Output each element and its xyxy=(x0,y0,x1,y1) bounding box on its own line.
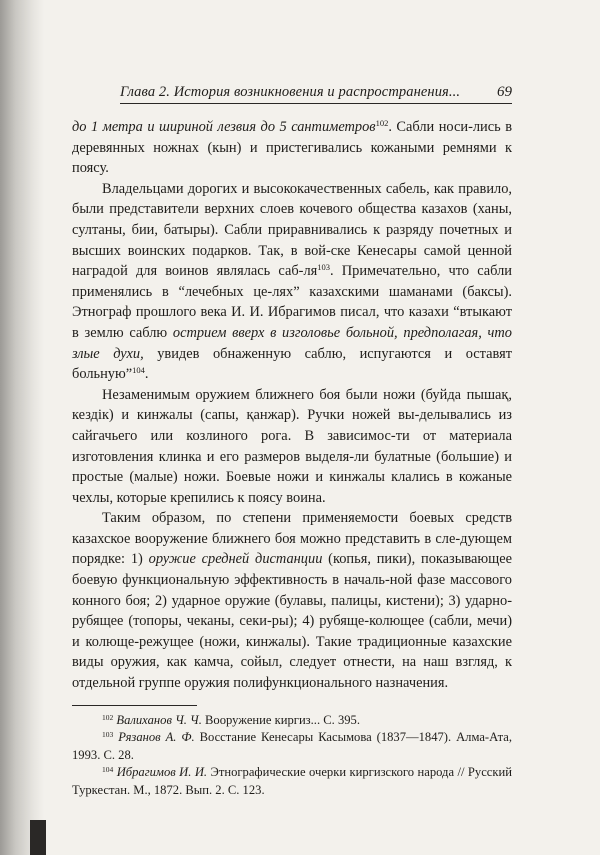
footnote-ref: 102 xyxy=(375,118,389,128)
scan-edge-mark xyxy=(30,820,46,855)
page-gutter-shadow xyxy=(0,0,44,855)
running-title: Глава 2. История возникновения и распространения... xyxy=(120,84,461,100)
footnote-number: 104 xyxy=(102,765,114,775)
text-segment: . Примечательно, что сабли применялись в “лечебных це-лях” казахскими шаманами (баксы). Этнограф прошлого века И. И. Ибрагимов писал, что казахи “втыкают в землю саблю xyxy=(72,263,512,341)
book-page xyxy=(72,0,512,855)
footnote-text: Этнографические очерки киргизского народа // Русский Туркестан. М., 1872. Вып. 2. С. 123. xyxy=(72,765,512,797)
text-segment: (копья, пики), показывающее боевую функциональную эффективность в началь-ной фазе массового конного боя; 2) ударное оружие (булавы, палицы, кистени); 3) ударно-рубящее (топоры, чеканы, секи-ры); 4) рубяще-колющее (сабли, мечи) и колюще-режущее (ножи, кинжалы). Такие традиционные казахские виды оружия, как камча, сойыл, следует отнести, на наш взгляд, к отдельной группе оружия полифункционального назначения. xyxy=(72,551,512,692)
paragraph xyxy=(72,385,512,509)
header-rule xyxy=(120,103,512,104)
footnote-number: 103 xyxy=(102,730,114,740)
footnote xyxy=(72,764,512,799)
paragraph xyxy=(72,179,512,385)
text-segment: Владельцами дорогих и высококачественных сабель, как правило, были представители верхних слоев кочевого общества казахов (ханы, султаны, бии, батыры). Сабли приравнивались к разряду почетных и высших воинских подарков. Так, в вой-ске Кенесары самой ценной наградой для воинов являлась саб-ля xyxy=(72,180,512,280)
body-text xyxy=(72,117,512,694)
footnotes xyxy=(72,712,512,799)
footnote-ref: 103 xyxy=(317,262,330,273)
footnote-text: Восстание Кенесары Касымова (1837—1847). Алма-Ата, 1993. С. 28. xyxy=(72,730,512,762)
footnote-rule xyxy=(72,705,197,706)
text-segment: оружие средней дистанции xyxy=(148,551,323,568)
page-number: 69 xyxy=(497,84,512,100)
footnote-number: 102 xyxy=(102,713,114,722)
text-segment: увидев обнаженную саблю, испугаются и оставят больную” xyxy=(72,345,512,383)
text-segment: Незаменимым оружием ближнего боя были ножи (буйда пышақ, кездiк) и кинжалы (сапы, қанжар). Ручки ножей вы-делывались из сайгачьего или козлиного рога. В зависимос-ти от материала изготовления клинка и его размеров выделя-ли булатные (большие) и простые (малые) ножи. Боевые ножи и кинжалы клались в кожаные чехлы, которые крепились к поясу воина. xyxy=(72,386,512,506)
footnote-author: Рязанов А. Ф. xyxy=(118,730,195,745)
footnote-author: Ибрагимов И. И. xyxy=(116,765,208,780)
footnote xyxy=(72,729,512,764)
text-segment: острием вверх в изголовье больной, предполагая, что злые духи, xyxy=(72,324,513,362)
footnote-author: Валиханов Ч. Ч. xyxy=(116,713,202,727)
footnote-ref: 104 xyxy=(132,365,145,376)
text-segment: . Сабли носи-лись в деревянных ножнах (кын) и пристегивались кожаными ремнями к поясу. xyxy=(72,119,512,177)
text-segment: Таким образом, по степени применяемости боевых средств казахское вооружение ближнего боя можно представить в сле-дующем порядке: 1) xyxy=(72,510,512,568)
text-segment: . xyxy=(144,366,149,383)
footnote-text: Вооружение киргиз... С. 395. xyxy=(201,713,360,727)
text-segment: до 1 метра и шириной лезвия до 5 сантиметров xyxy=(72,119,376,135)
paragraph xyxy=(72,508,512,693)
footnote xyxy=(72,712,512,729)
paragraph xyxy=(72,117,512,179)
